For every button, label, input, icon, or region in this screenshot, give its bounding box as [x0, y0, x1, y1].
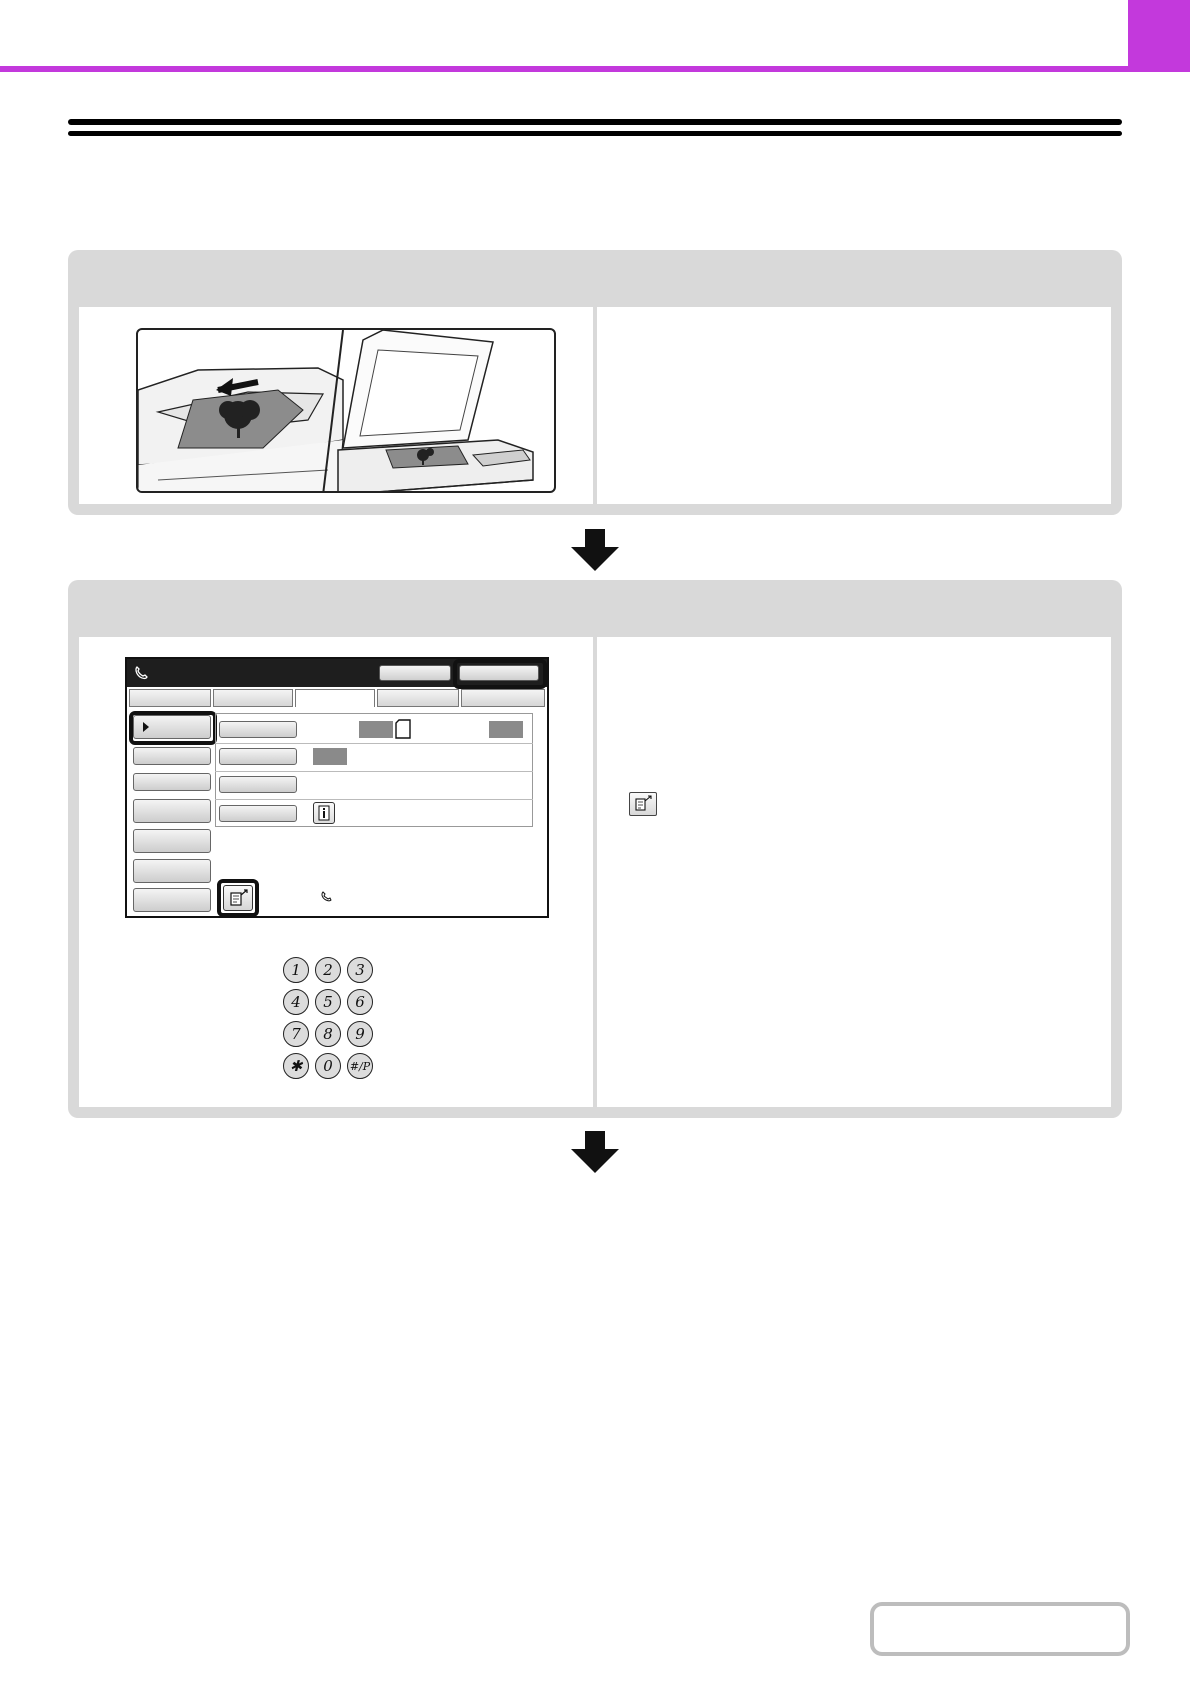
- step-2-illustration-column: [79, 637, 593, 1107]
- handset-icon: [133, 665, 149, 681]
- key-2[interactable]: 2: [315, 957, 341, 983]
- side-button-7[interactable]: [133, 888, 211, 912]
- key-9[interactable]: 9: [347, 1021, 373, 1047]
- title-rule-thick: [68, 119, 1122, 125]
- setting-row-button-1[interactable]: [219, 721, 297, 738]
- row-separator-1: [215, 743, 533, 744]
- small-handset-icon: [320, 891, 334, 903]
- side-button-2[interactable]: [133, 747, 211, 765]
- numeric-keypad: [283, 957, 373, 1079]
- highlight-preview-button: [217, 879, 259, 917]
- title-rule-thin: [68, 131, 1122, 136]
- step-2-text-column: [597, 637, 1111, 1107]
- inline-preview-icon: [629, 792, 657, 816]
- side-button-4[interactable]: [133, 799, 211, 823]
- key-7[interactable]: 7: [283, 1021, 309, 1047]
- step-1-box: [68, 250, 1122, 515]
- step-1-illustration-column: [79, 307, 593, 504]
- key-5[interactable]: 5: [315, 989, 341, 1015]
- step-1-title-bar: [68, 250, 1122, 306]
- down-arrow-icon: [571, 1131, 619, 1173]
- row-separator-2: [215, 771, 533, 772]
- step-1-text-column: [597, 307, 1111, 504]
- setting-row-button-2[interactable]: [219, 748, 297, 765]
- key-asterisk[interactable]: ✱: [283, 1053, 309, 1079]
- place-original-illustration: [136, 328, 556, 493]
- tab-5[interactable]: [461, 689, 545, 707]
- key-8[interactable]: 8: [315, 1021, 341, 1047]
- setting-value-block-3: [313, 748, 347, 765]
- row-separator-3: [215, 799, 533, 800]
- setting-row-button-4[interactable]: [219, 805, 297, 822]
- tab-4[interactable]: [377, 689, 459, 707]
- contents-button[interactable]: [870, 1602, 1130, 1656]
- down-arrow-icon: [571, 529, 619, 571]
- setting-value-block-2: [489, 721, 523, 738]
- step-2-box: [68, 580, 1122, 1118]
- highlight-side-button: [129, 711, 217, 745]
- side-button-5[interactable]: [133, 829, 211, 853]
- tab-2[interactable]: [213, 689, 293, 707]
- key-hash-p[interactable]: #/P: [347, 1053, 373, 1079]
- panel-top-button-1[interactable]: [379, 665, 451, 681]
- touch-panel-screen: [125, 657, 549, 918]
- header-accent-line: [0, 66, 1128, 72]
- feeder-and-glass-drawing: [138, 330, 556, 493]
- tab-1[interactable]: [129, 689, 211, 707]
- info-icon[interactable]: [313, 802, 335, 824]
- step-1-body: [79, 307, 1111, 504]
- step-2-body: [79, 637, 1111, 1107]
- key-6[interactable]: 6: [347, 989, 373, 1015]
- paper-orientation-icon: [395, 719, 411, 739]
- setting-row-button-3[interactable]: [219, 776, 297, 793]
- tab-3-active[interactable]: [295, 689, 375, 707]
- step-2-title-bar: [68, 580, 1122, 636]
- key-4[interactable]: 4: [283, 989, 309, 1015]
- setting-value-block-1: [359, 721, 393, 738]
- key-1[interactable]: 1: [283, 957, 309, 983]
- side-button-6[interactable]: [133, 859, 211, 883]
- highlight-top-button: [453, 659, 547, 689]
- side-button-3[interactable]: [133, 773, 211, 791]
- key-0[interactable]: 0: [315, 1053, 341, 1079]
- header-chapter-tab[interactable]: [1128, 0, 1190, 72]
- key-3[interactable]: 3: [347, 957, 373, 983]
